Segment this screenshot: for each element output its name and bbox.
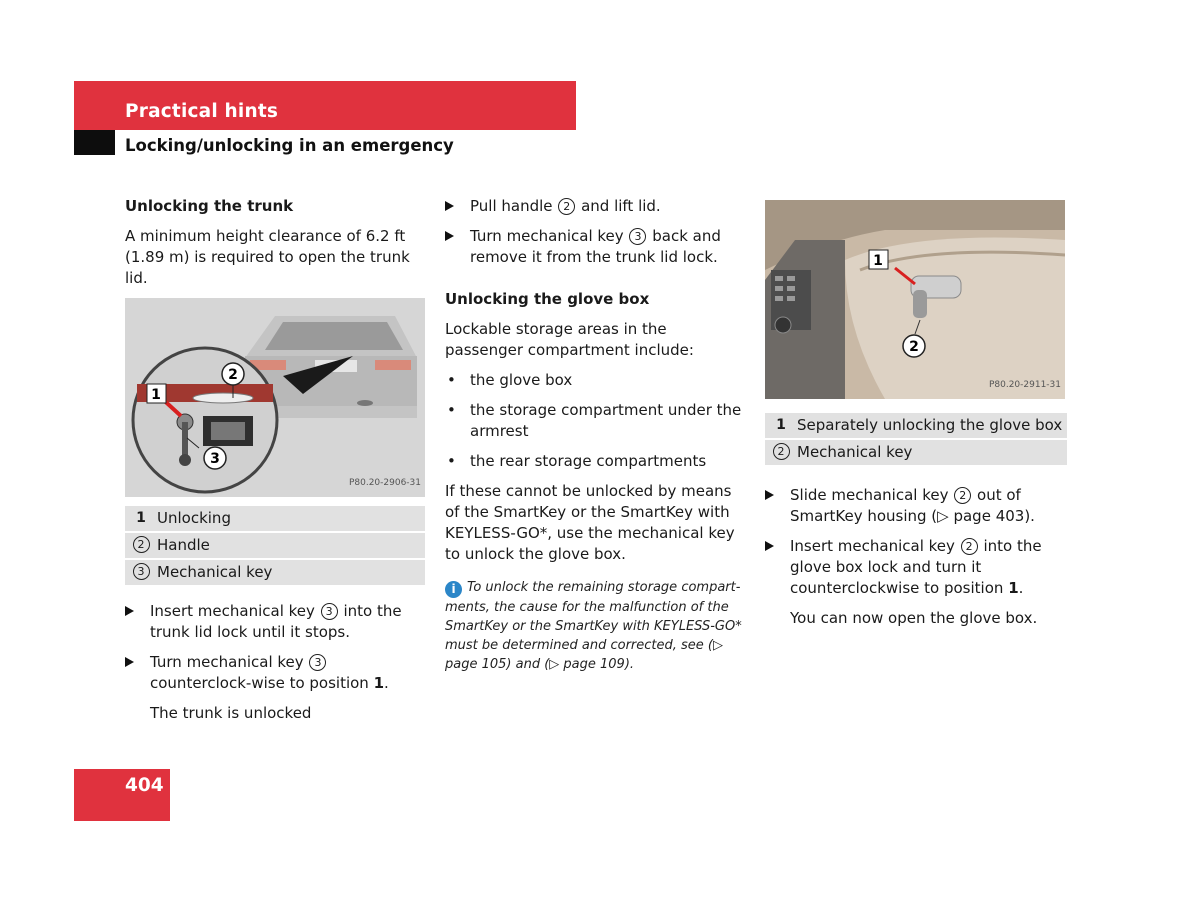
list-item: • the storage compartment under the armrest: [447, 401, 742, 440]
glove-box-paragraph: If these cannot be unlocked by means of the SmartKey or the SmartKey with KEYLESS-GO*, use the mechanical key to unlock the glove box.: [445, 482, 735, 563]
glove-box-result: You can now open the glove box.: [790, 609, 1038, 627]
callout-2: [222, 363, 244, 385]
column-3: [765, 196, 1067, 638]
page-number: 404: [125, 775, 164, 796]
subsection-marker: [74, 130, 115, 155]
legend-row: [765, 440, 1067, 467]
callout-1: [147, 384, 166, 403]
legend-label: Separately unlocking the glove box: [797, 416, 1063, 434]
legend-row: [125, 560, 425, 587]
ref-3: 3: [321, 603, 338, 620]
trunk-illustration: [125, 298, 425, 497]
heading-unlocking-glove-box: Unlocking the glove box: [445, 290, 650, 308]
callout-1: [869, 250, 888, 269]
glove-box-figure: [765, 200, 1065, 399]
step-arrow-icon: [445, 231, 454, 241]
trunk-intro: A minimum height clearance of 6.2 ft (1.89 m) is required to open the trunk lid.: [125, 227, 410, 287]
instruction-step: Turn mechanical key 3 counterclock-wise to position 1.: [125, 652, 425, 694]
instruction-step: Insert mechanical key 2 into the glove box lock and turn it counterclockwise to position 1.: [765, 536, 1067, 599]
legend-label: Mechanical key: [157, 563, 273, 581]
step-arrow-icon: [765, 541, 774, 551]
glove-box-illustration: [765, 200, 1065, 399]
trunk-legend: [125, 506, 425, 587]
column-1: [125, 196, 425, 733]
trunk-figure: [125, 298, 425, 497]
ref-2: 2: [558, 198, 575, 215]
svg-text:2: 2: [228, 367, 238, 383]
callout-3: [204, 447, 226, 469]
legend-row: [125, 506, 425, 533]
step-arrow-icon: [445, 201, 454, 211]
subsection-title: Locking/unlocking in an emergency: [125, 136, 454, 155]
legend-number: 1: [776, 417, 786, 433]
legend-number: 2: [773, 443, 790, 460]
heading-unlocking-trunk: Unlocking the trunk: [125, 197, 294, 215]
ref-2: 2: [961, 538, 978, 555]
info-note: i To unlock the remaining storage compart-ments, the cause for the malfunction of the SmartKey or the SmartKey with KEYLESS-GO* must be determined and corrected, see (▷ page 105) and (▷ page 109).: [445, 580, 742, 672]
legend-label: Unlocking: [157, 509, 231, 527]
section-title: Practical hints: [125, 101, 279, 122]
glove-box-intro: Lockable storage areas in the passenger compartment include:: [445, 320, 694, 359]
figure-code: P80.20-2911-31: [988, 380, 1061, 390]
instruction-step: Slide mechanical key 2 out of SmartKey housing (▷ page 403).: [765, 485, 1067, 527]
info-icon: i: [445, 581, 462, 598]
step-arrow-icon: [125, 606, 134, 616]
svg-text:3: 3: [210, 451, 220, 467]
figure-code: P80.20-2906-31: [348, 478, 421, 488]
legend-row: [125, 533, 425, 560]
list-item: • the glove box: [447, 371, 573, 389]
svg-text:1: 1: [873, 253, 883, 269]
instruction-step: Insert mechanical key 3 into the trunk lid lock until it stops.: [125, 601, 425, 643]
step-arrow-icon: [765, 490, 774, 500]
instruction-step: Pull handle 2 and lift lid.: [445, 196, 745, 217]
legend-label: Mechanical key: [797, 443, 913, 461]
legend-number: 1: [136, 510, 146, 526]
list-item: • the rear storage compartments: [447, 452, 707, 470]
glove-box-legend: [765, 413, 1067, 467]
legend-row: [765, 413, 1067, 440]
ref-2: 2: [954, 487, 971, 504]
step-arrow-icon: [125, 657, 134, 667]
trunk-result: The trunk is unlocked: [150, 704, 312, 722]
ref-3: 3: [629, 228, 646, 245]
instruction-step: Turn mechanical key 3 back and remove it from the trunk lid lock.: [445, 226, 745, 268]
svg-text:1: 1: [151, 387, 161, 403]
legend-label: Handle: [157, 536, 210, 554]
callout-2: [903, 335, 925, 357]
column-2: [445, 196, 745, 674]
svg-text:2: 2: [909, 339, 919, 355]
ref-3: 3: [309, 654, 326, 671]
legend-number: 2: [133, 536, 150, 553]
legend-number: 3: [133, 563, 150, 580]
